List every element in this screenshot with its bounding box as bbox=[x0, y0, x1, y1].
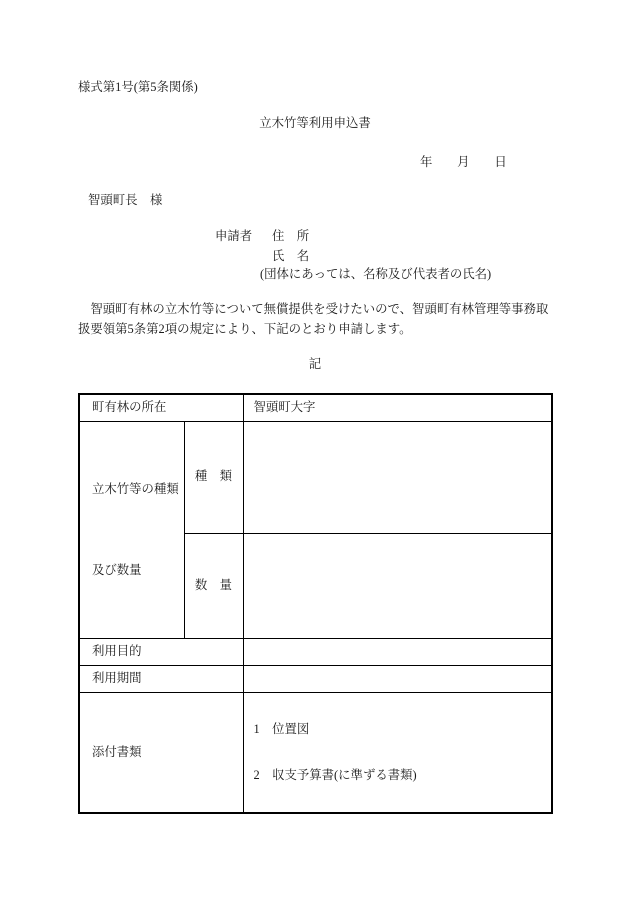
document-title: 立木竹等利用申込書 bbox=[259, 116, 371, 130]
table-row-species bbox=[79, 421, 552, 534]
group-label-line-1: 立木竹等の種類 bbox=[92, 481, 179, 496]
quantity-value-cell bbox=[243, 534, 552, 638]
form-number: 様式第1号(第5条関係) bbox=[78, 80, 198, 94]
location-value-cell: 智頭町大字 bbox=[243, 394, 552, 421]
group-label-line-2: 及び数量 bbox=[92, 562, 142, 577]
name-label: 氏 名 bbox=[272, 249, 310, 263]
attachments-value-cell bbox=[243, 692, 552, 813]
application-table bbox=[78, 393, 553, 814]
purpose-value-cell bbox=[243, 638, 552, 665]
table-row-attachments bbox=[79, 692, 552, 813]
quantity-label-cell: 数 量 bbox=[184, 534, 243, 638]
purpose-label-cell: 利用目的 bbox=[79, 638, 243, 665]
species-quantity-group-label-cell bbox=[79, 421, 184, 638]
address-label: 住 所 bbox=[272, 229, 310, 243]
table-row-period bbox=[79, 665, 552, 692]
table-row-purpose bbox=[79, 638, 552, 665]
location-label-cell: 町有林の所在 bbox=[79, 394, 243, 421]
attachment-item-1: 1 位置図 bbox=[253, 721, 310, 736]
date-line: 年 月 日 bbox=[420, 155, 507, 169]
period-value-cell bbox=[243, 665, 552, 692]
body-paragraph-line-2: 扱要領第5条第2項の規定により、下記のとおり申請します。 bbox=[78, 322, 412, 336]
applicant-note: (団体にあっては、名称及び代表者の氏名) bbox=[260, 267, 492, 281]
attachments-label-cell: 添付書類 bbox=[79, 692, 243, 813]
species-value-cell bbox=[243, 421, 552, 534]
table-row-location bbox=[79, 394, 552, 421]
applicant-label: 申請者 bbox=[215, 229, 253, 243]
species-label-cell: 種 類 bbox=[184, 421, 243, 534]
recipient-line: 智頭町長 様 bbox=[88, 193, 163, 207]
attachment-item-2: 2 収支予算書(に準ずる書類) bbox=[253, 768, 417, 783]
section-marker: 記 bbox=[308, 357, 322, 371]
body-paragraph-line-1: 智頭町有林の立木竹等について無償提供を受けたいので、智頭町有林管理等事務取 bbox=[78, 302, 549, 316]
period-label-cell: 利用期間 bbox=[79, 665, 243, 692]
